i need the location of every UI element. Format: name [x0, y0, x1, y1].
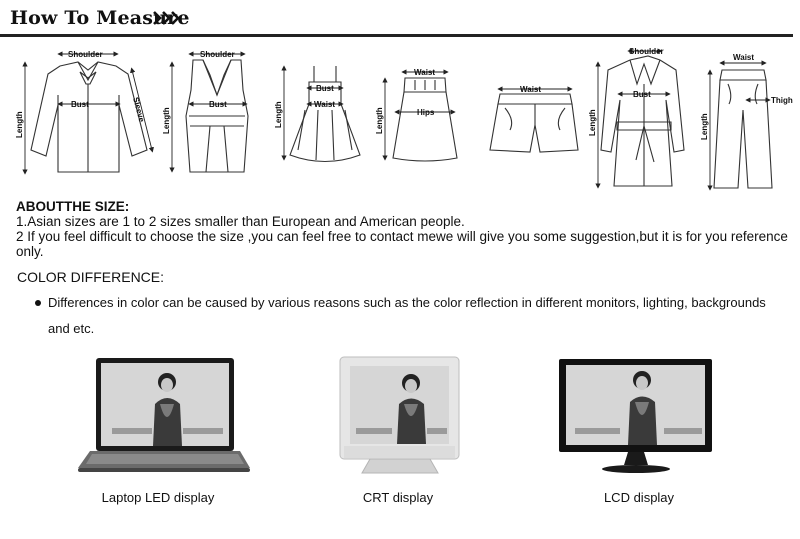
label-trousers-length: Length: [700, 113, 709, 140]
label-skirt-length: Length: [375, 107, 384, 134]
label-coat-shoulder: Shoulder: [629, 47, 664, 56]
shirt-sketch: [31, 62, 147, 172]
size-note-1: 1.Asian sizes are 1 to 2 sizes smaller than European and American people.: [16, 214, 465, 229]
label-trousers-thigh: Thigh: [771, 96, 793, 105]
label-coat-bust: Bust: [633, 90, 651, 99]
caption-lcd: LCD display: [603, 490, 675, 505]
garment-sketches: [0, 40, 800, 195]
size-notes-title: ABOUTTHE SIZE:: [16, 199, 130, 214]
label-shorts-waist: Waist: [520, 85, 542, 94]
label-skirt-hips: Hips: [417, 108, 435, 117]
label-shirt-sleeve: Sleeve: [131, 96, 147, 124]
skirt-sketch: [393, 78, 457, 161]
size-note-2: 2 If you feel difficult to choose the size ,you can feel free to contact mewe will give you some suggestion,but it is for you reference only.: [16, 229, 788, 259]
color-difference-text: Differences in color can be caused by various reasons such as the color reflection in different monitors, lighting, backgrounds and etc.: [48, 295, 766, 336]
crt-display: [340, 357, 459, 473]
color-difference-bullet: [35, 290, 775, 342]
size-notes: [16, 199, 796, 259]
shorts-sketch: [490, 94, 578, 152]
label-shirt-bust: Bust: [71, 100, 89, 109]
page-header: [0, 0, 800, 38]
label-shirt-length: Length: [15, 111, 24, 138]
caption-crt: CRT display: [362, 490, 434, 505]
trousers-sketch: [714, 70, 772, 188]
label-skirt-waist: Waist: [414, 68, 436, 77]
lcd-display: [559, 359, 712, 473]
caption-laptop: Laptop LED display: [101, 490, 215, 505]
label-dress-length: Length: [274, 101, 283, 128]
page-title: How To Measure: [10, 7, 190, 29]
vest-top-sketch: [186, 60, 248, 172]
measurement-diagrams: [0, 40, 800, 195]
label-dress-waist: Waist: [314, 100, 336, 109]
header-divider: [0, 34, 793, 37]
label-vest-length: Length: [162, 107, 171, 134]
bullet-icon: [35, 300, 41, 306]
measure-lines: [25, 51, 768, 188]
label-vest-bust: Bust: [209, 100, 227, 109]
label-coat-length: Length: [588, 109, 597, 136]
label-trousers-waist: Waist: [733, 53, 755, 62]
laptop-display: [78, 358, 250, 472]
laptop-screen-photo: [101, 363, 229, 446]
color-difference-title: COLOR DIFFERENCE:: [17, 269, 165, 285]
coat-sketch: [601, 56, 684, 186]
chevrons-icon: [153, 11, 183, 25]
label-vest-shoulder: Shoulder: [200, 50, 235, 59]
label-dress-bust: Bust: [316, 84, 334, 93]
slip-dress-sketch: [290, 66, 360, 162]
label-shirt-shoulder: Shoulder: [68, 50, 103, 59]
display-illustrations: [0, 350, 800, 490]
